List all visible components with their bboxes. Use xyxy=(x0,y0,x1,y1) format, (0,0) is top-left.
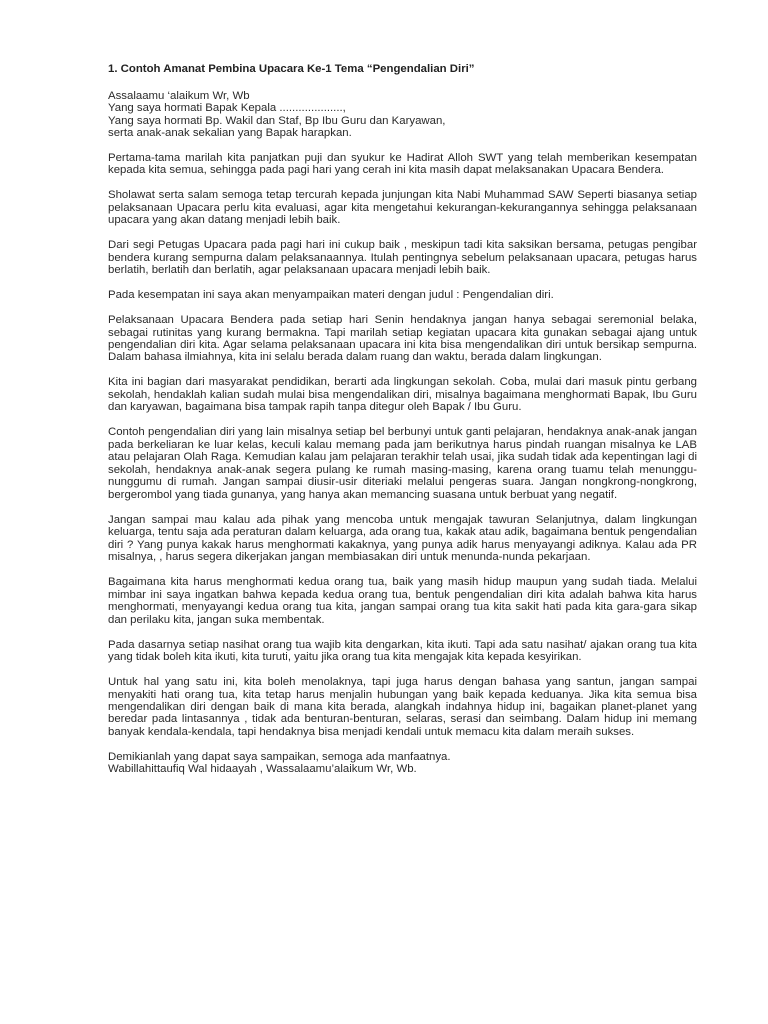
paragraph: Jangan sampai mau kalau ada pihak yang mencoba untuk mengajak tawuran Selanjutnya, dalam lingkungan keluarga, tentu saja ada peraturan dalam keluarga, ada orang tua, kakak atau adik, bagaimana bentuk pengendalian diri ? Yang punya kakak harus menghormati kakaknya, yang punya adik harus menyayangi adiknya. Kalau ada PR misalnya, , harus segera dikerjakan jangan membiasakan diri untuk menunda-nunda pekarjaan. xyxy=(108,513,697,564)
paragraph: Pertama-tama marilah kita panjatkan puji dan syukur ke Hadirat Alloh SWT yang telah memberikan kesempatan kepada kita semua, sehingga pada pagi hari yang cerah ini kita masih dapat melaksanakan Upacara Bendera. xyxy=(108,151,697,177)
salutation-line: serta anak-anak sekalian yang Bapak harapkan. xyxy=(108,127,352,140)
salutation-line: Yang saya hormati Bapak Kepala ...................., xyxy=(108,102,346,115)
paragraph: Pada kesempatan ini saya akan menyampaikan materi dengan judul : Pengendalian diri. xyxy=(108,289,554,302)
document-title: 1. Contoh Amanat Pembina Upacara Ke-1 Tema “Pengendalian Diri” xyxy=(108,63,475,75)
paragraph: Kita ini bagian dari masyarakat pendidikan, berarti ada lingkungan sekolah. Coba, mulai dari masuk pintu gerbang sekolah, hendaklah kalian sudah mulai bisa mengendalikan diri, misalnya bagaimana menghormati Bapak, Ibu Guru dan karyawan, bagaimana bisa tampak rapih tanpa ditegur oleh Bapak / Ibu Guru. xyxy=(108,376,697,414)
paragraph: Sholawat serta salam semoga tetap tercurah kepada junjungan kita Nabi Muhammad SAW Seperti biasanya setiap pelaksanaan Upacara perlu kita evaluasi, agar kita mengetahui kekurangan-kekurangannya sehingga pelaksanaan upacara yang akan datang menjadi lebih baik. xyxy=(108,189,697,227)
salutation-block xyxy=(108,90,697,140)
paragraph: Dari segi Petugas Upacara pada pagi hari ini cukup baik , meskipun tadi kita saksikan bersama, petugas pengibar bendera kurang sempurna dalam pelaksanaannya. Itulah pentingnya sebelum pelaksanaan upacara, petugas harus berlatih, berlatih dan berlatih, agar pelaksanaan upacara menjadi lebih baik. xyxy=(108,239,697,276)
closing-line: Wabillahittaufiq Wal hidaayah , Wassalaamu’alaikum Wr, Wb. xyxy=(108,763,417,776)
document-page xyxy=(108,62,697,776)
closing-line: Demikianlah yang dapat saya sampaikan, semoga ada manfaatnya. xyxy=(108,750,451,763)
closing-block xyxy=(108,751,697,776)
paragraph: Contoh pengendalian diri yang lain misalnya setiap bel berbunyi untuk ganti pelajaran, hendaknya anak-anak jangan pada berkeliaran ke luar kelas, keculi kalau memang pada jam berikutnya harus pindah ruangan misalnya ke LAB atau pelajaran Olah Raga. Kemudian kalau jam pelajaran terakhir telah usai, jika sudah tidak ada kepentingan lagi di sekolah, hendaknya anak-anak segera pulang ke rumah masing-masing, karena orang tuamu telah menunggu-nunggumu di rumah. Jangan sampai diusir-usir diteriaki melalui pengeras suara. Jangan nongkrong-nongkrong, bergerombol yang tiada gunanya, yang hanya akan memancing suasana untuk berbuat yang negatif. xyxy=(108,426,697,501)
paragraph: Pelaksanaan Upacara Bendera pada setiap hari Senin hendaknya jangan hanya sebagai seremonial belaka, sebagai rutinitas yang kurang bermakna. Tapi marilah setiap kegiatan upacara kita gunakan sebagai ajang untuk pengendalian diri kita. Agar selama pelaksanaan upacara ini kita bisa mengendalikan diri untuk bersikap sempurna. Dalam bahasa ilmiahnya, kita ini selalu berada dalam ruang dan waktu, berada dalam lingkungan. xyxy=(108,314,697,364)
salutation-line: Assalaamu ‘alaikum Wr, Wb xyxy=(108,90,250,102)
salutation-line: Yang saya hormati Bp. Wakil dan Staf, Bp Ibu Guru dan Karyawan, xyxy=(108,114,446,127)
paragraph: Untuk hal yang satu ini, kita boleh menolaknya, tapi juga harus dengan bahasa yang santun, jangan sampai menyakiti hati orang tua, kita tetap harus menjalin hubungan yang baik kepada keduanya. Jika kita semua bisa mengendalikan diri dengan baik di mana kita berada, alangkah indahnya hidup ini, bagaikan planet-planet yang beredar pada lintasannya , tidak ada benturan-benturan, selaras, serasi dan seimbang. Dalam hidup ini memang banyak kendala-kendala, tapi hendaknya bisa menjadi kendali untuk memacu kita dalam meraih sukses. xyxy=(108,676,697,738)
paragraph: Pada dasarnya setiap nasihat orang tua wajib kita dengarkan, kita ikuti. Tapi ada satu nasihat/ ajakan orang tua kita yang tidak boleh kita ikuti, kita turuti, yaitu jika orang tua kita mengajak kita kepada kesyirikan. xyxy=(108,638,697,664)
paragraph: Bagaimana kita harus menghormati kedua orang tua, baik yang masih hidup maupun yang sudah tiada. Melalui mimbar ini saya ingatkan bahwa kepada kedua orang tua, bentuk pengendalian diri kita adalah bahwa kita harus menghormati, menyayangi kedua orang tua kita, jangan sampai orang tua kita sakit hati pada kita gara-gara sikap dan perilaku kita, jangan suka membentak. xyxy=(108,576,697,626)
